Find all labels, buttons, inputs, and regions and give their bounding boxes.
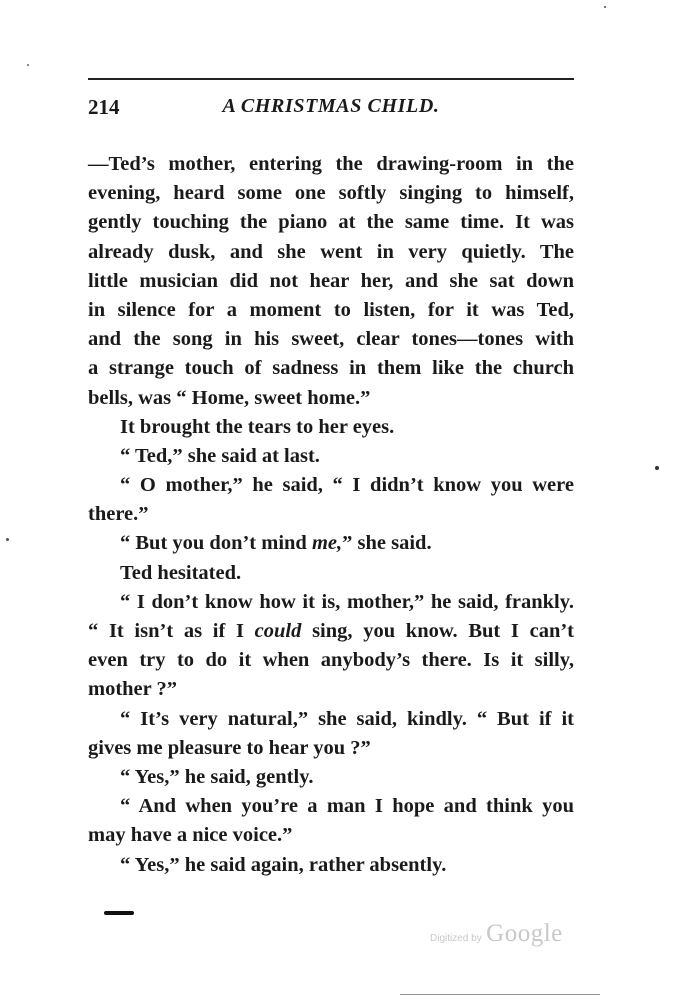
text-line: “ Yes,” he said again, rather absently. xyxy=(120,853,447,876)
watermark-brand: Google xyxy=(486,920,563,947)
text-line: a strange touch of sadness in them like the church xyxy=(88,357,574,380)
text-line: “ It’s very natural,” she said, kindly. “ But if it xyxy=(120,707,574,730)
running-title: A CHRISTMAS CHILD. xyxy=(222,95,440,117)
text-line: “ Yes,” he said, gently. xyxy=(120,765,314,788)
text-line: “ O mother,” he said, “ I didn’t know you were xyxy=(120,474,574,497)
text-line: “ I don’t know how it is, mother,” he said, frankly. xyxy=(120,590,574,613)
text-line: may have a nice voice.” xyxy=(88,824,293,847)
scan-speck xyxy=(27,64,29,66)
text-line: bells, was “ Home, sweet home.” xyxy=(88,386,371,409)
text-line: gently touching the piano at the same time. It was xyxy=(88,211,574,234)
text-line: “ Ted,” she said at last. xyxy=(120,444,320,467)
text-line: mother ?” xyxy=(88,678,178,701)
text-line: It brought the tears to her eyes. xyxy=(120,415,395,438)
text-line: little musician did not hear her, and she sat down xyxy=(88,269,574,292)
text-segment: “ It isn’t as if I xyxy=(88,620,255,642)
body-text xyxy=(88,150,574,880)
page-header xyxy=(88,95,574,121)
text-segment: ” she said. xyxy=(342,532,432,555)
italic-word: could xyxy=(254,620,302,642)
page-number: 214 xyxy=(88,95,120,119)
text-segment: “ But you don’t mind xyxy=(120,532,312,555)
printer-mark xyxy=(104,911,134,915)
text-line: evening, heard some one softly singing to himself, xyxy=(88,182,574,205)
text-line: gives me pleasure to hear you ?” xyxy=(88,736,371,759)
text-line: —Ted’s mother, entering the drawing-room in the xyxy=(88,153,574,175)
italic-word: me, xyxy=(311,532,343,555)
text-segment: sing, you know. But I can’t xyxy=(301,620,575,642)
scan-speck xyxy=(604,6,606,8)
text-line: already dusk, and she went in very quietly. The xyxy=(88,240,574,263)
header-rule xyxy=(88,78,574,80)
page-edge-line xyxy=(400,994,600,995)
text-line: there.” xyxy=(88,503,149,526)
scan-speck xyxy=(655,466,659,470)
digitized-watermark xyxy=(430,920,563,950)
text-line-with-italic xyxy=(88,617,574,646)
text-line: Ted hesitated. xyxy=(120,561,242,584)
text-line: in silence for a moment to listen, for it was Ted, xyxy=(88,298,574,321)
text-line-with-italic xyxy=(88,529,574,558)
text-line: and the song in his sweet, clear tones—tones with xyxy=(88,328,574,351)
scan-speck xyxy=(6,538,9,541)
text-line: even try to do it when anybody’s there. Is it silly, xyxy=(88,649,574,672)
watermark-prefix: Digitized by xyxy=(430,933,482,944)
text-line: “ And when you’re a man I hope and think you xyxy=(120,795,574,818)
